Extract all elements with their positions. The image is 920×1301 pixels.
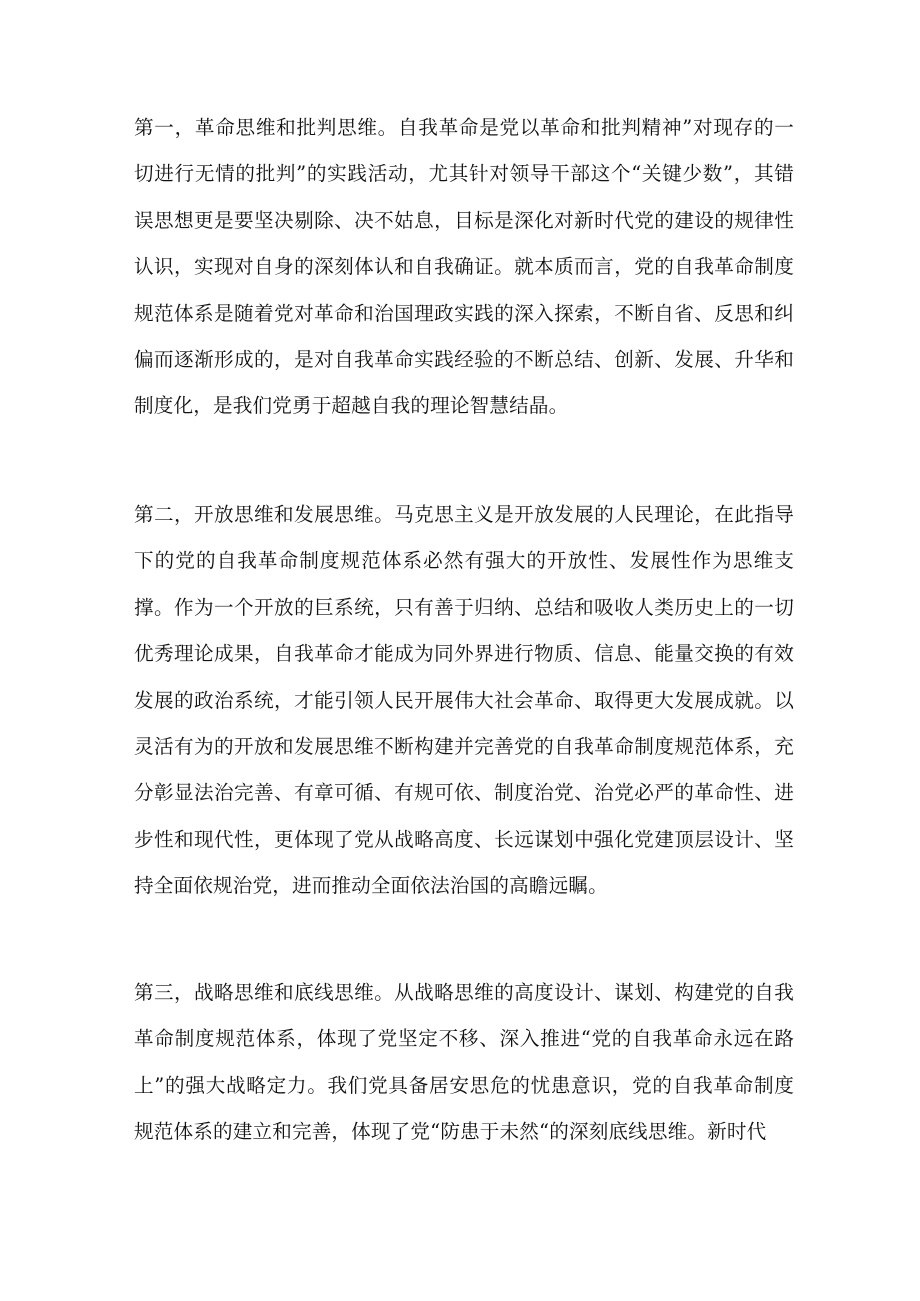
paragraph-third: 第三，战略思维和底线思维。从战略思维的高度设计、谋划、构建党的自我革命制度规范体系，体现了党坚定不移、深入推进“党的自我革命永远在路上”的强大战略定力。我们党具备居安思危的忧患意识，党的自我革命制度规范体系的建立和完善，体现了党“防患于未然“的深刻底线思维。新时代	[134, 981, 794, 1144]
paragraph-second: 第二，开放思维和发展思维。马克思主义是开放发展的人民理论，在此指导下的党的自我革命制度规范体系必然有强大的开放性、发展性作为思维支撑。作为一个开放的巨系统，只有善于归纳、总结和吸收人类历史上的一切优秀理论成果，自我革命才能成为同外界进行物质、信息、能量交换的有效发展的政治系统，才能引领人民开展伟大社会革命、取得更大发展成就。以灵活有为的开放和发展思维不断构建并完善党的自我革命制度规范体系，充分彰显法治完善、有章可循、有规可依、制度治党、治党必严的革命性、进步性和现代性，更体现了党从战略高度、长远谋划中强化党建顶层设计、坚持全面依规治党，进而推动全面依法治国的高瞻远瞩。	[134, 503, 794, 898]
paragraph-first: 第一，革命思维和批判思维。自我革命是党以革命和批判精神”对现存的一切进行无情的批判”的实践活动，尤其针对领导干部这个“关键少数”，其错误思想更是要坚决剔除、决不姑息，目标是深化对新时代党的建设的规律性认识，实现对自身的深刻体认和自我确证。就本质而言，党的自我革命制度规范体系是随着党对革命和治国理政实践的深入探索，不断自省、反思和纠偏而逐渐形成的，是对自我革命实践经验的不断总结、创新、发展、升华和制度化，是我们党勇于超越自我的理论智慧结晶。	[134, 116, 794, 418]
